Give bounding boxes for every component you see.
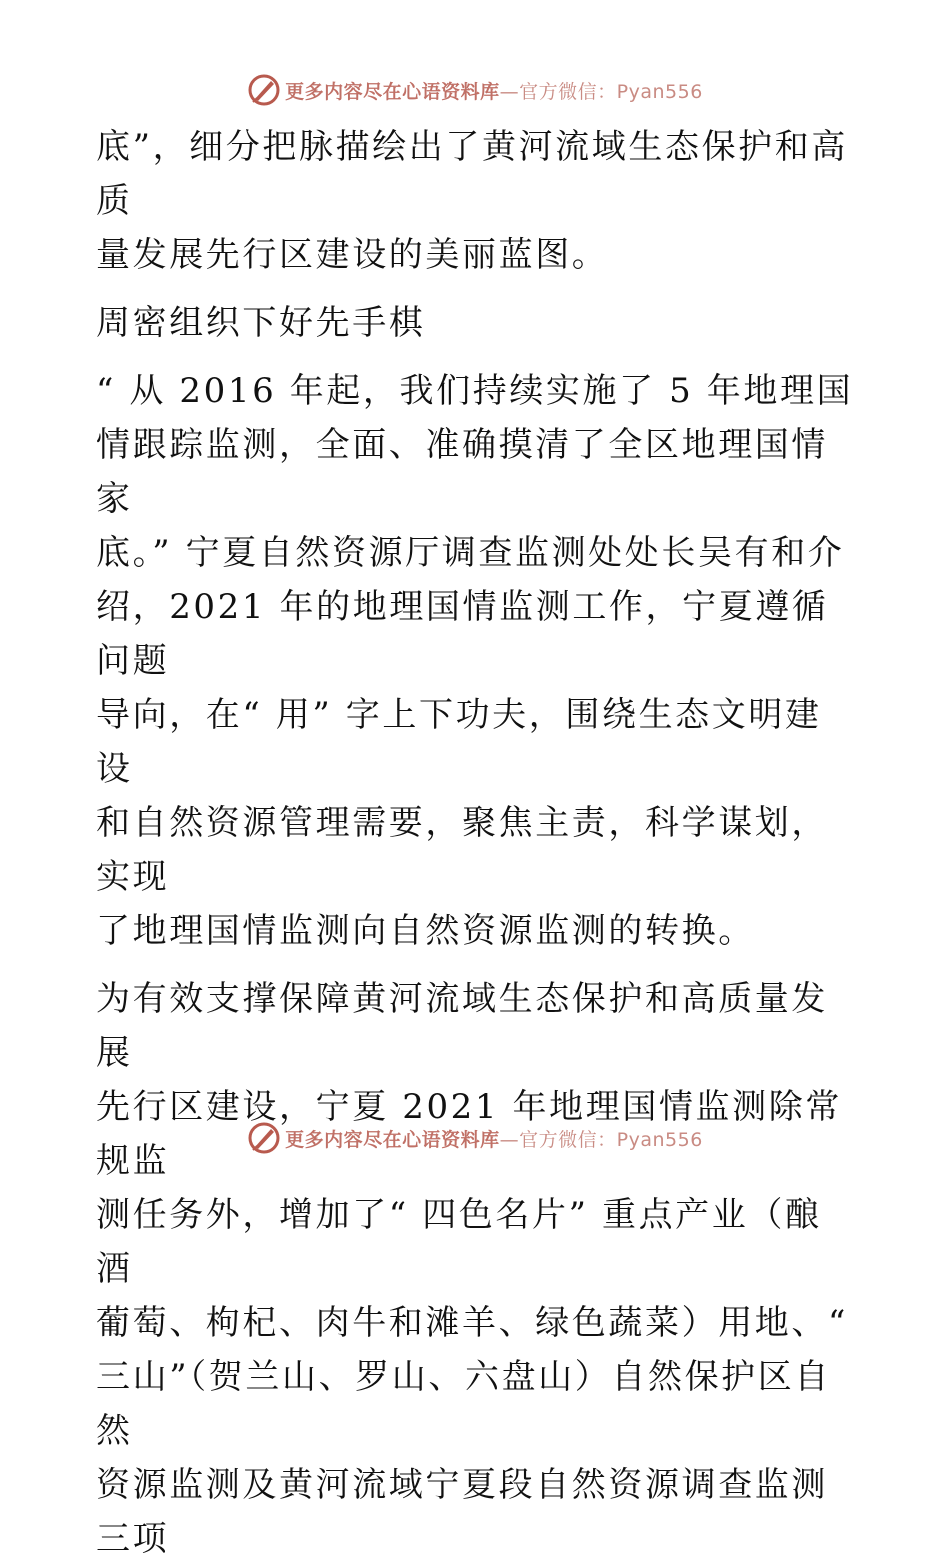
text-line: 葡萄、枸杞、肉牛和滩羊、绿色蔬菜）用地、“ — [96, 1303, 848, 1343]
text-line: 导向，在“ 用” 字上下功夫，围绕生态文明建设 — [96, 695, 822, 789]
paragraph-3 — [96, 972, 856, 1566]
paragraph-1 — [96, 120, 856, 282]
text-line: 情跟踪监测，全面、准确摸清了全区地理国情家 — [96, 425, 828, 519]
text-line: 资源监测及黄河流域宁夏段自然资源调查监测三项 — [96, 1465, 828, 1559]
text-line: 量发展先行区建设的美丽蓝图。 — [96, 235, 609, 275]
header-wechat-text: —官方微信：Pyan556 — [499, 80, 703, 103]
header-site-name: 更多内容尽在心语资料库 — [285, 80, 500, 103]
text-line: 绍，2021 年的地理国情监测工作，宁夏遵循问题 — [96, 587, 829, 681]
text-line: 测任务外，增加了“ 四色名片” 重点产业（酿酒 — [96, 1195, 822, 1289]
header-banner — [0, 70, 950, 110]
section-heading: 周密组织下好先手棋 — [96, 303, 426, 343]
footer-banner-text — [285, 1125, 703, 1152]
quill-logo-icon — [247, 73, 281, 107]
footer-banner — [0, 1118, 950, 1158]
text-line: 底。” 宁夏自然资源厅调查监测处处长吴有和介 — [96, 533, 845, 573]
text-line: “ 从 2016 年起，我们持续实施了 5 年地理国 — [96, 371, 854, 411]
quill-logo-icon — [247, 1121, 281, 1155]
header-banner-text — [285, 77, 703, 104]
text-line: 先行区建设，宁夏 2021 年地理国情监测除常规监 — [96, 1087, 842, 1181]
text-line: 了地理国情监测向自然资源监测的转换。 — [96, 911, 755, 951]
text-line: 和自然资源管理需要，聚焦主责，科学谋划，实现 — [96, 803, 828, 897]
footer-site-name: 更多内容尽在心语资料库 — [285, 1128, 500, 1151]
text-line: 底”，细分把脉描绘出了黄河流域生态保护和高质 — [96, 127, 848, 221]
paragraph-2 — [96, 364, 856, 958]
document-body — [96, 120, 856, 1566]
footer-wechat-text: —官方微信：Pyan556 — [499, 1128, 703, 1151]
text-line: 为有效支撑保障黄河流域生态保护和高质量发展 — [96, 979, 828, 1073]
text-line: 三山”（贺兰山、罗山、六盘山）自然保护区自然 — [96, 1357, 831, 1451]
